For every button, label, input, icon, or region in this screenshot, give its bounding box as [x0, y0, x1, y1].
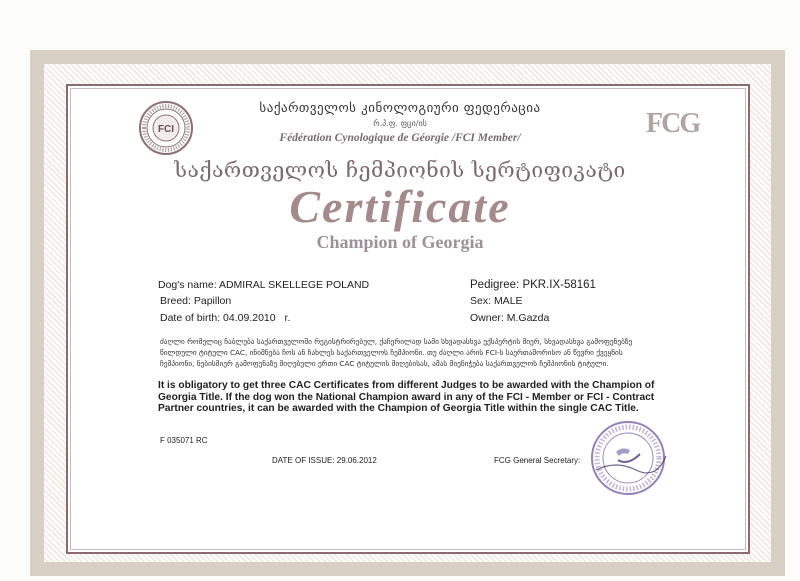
fci-logo-text: FCI: [157, 124, 175, 135]
dob-suffix: r.: [284, 312, 291, 324]
dogs-name-value: ADMIRAL SKELLEGE POLAND: [218, 279, 370, 291]
breed-label: Breed:: [160, 295, 191, 307]
sex-value: MALE: [493, 295, 523, 307]
dogs-name-label: Dog's name:: [158, 279, 217, 291]
org-abbr-georgian: რ.პ.ფ. ფცი/ის: [373, 119, 427, 128]
certificate-title: Certificate: [289, 181, 511, 232]
title-georgian: საქართველოს ჩემპიონის სერტიფიკატი: [174, 158, 626, 182]
sex-field: [470, 295, 523, 307]
secretary-label: FCG General Secretary:: [494, 456, 581, 465]
certificate-number: F 035071 RC: [160, 436, 208, 445]
org-name-french: Fédération Cynologique de Géorgie /FCI Member/: [279, 132, 521, 144]
pedigree-value: PKR.IX-58161: [522, 279, 596, 291]
certificate-subtitle: Champion of Georgia: [316, 232, 484, 252]
official-stamp-icon: [588, 418, 668, 498]
issue-date-label: DATE OF ISSUE:: [272, 456, 335, 465]
dob-value: 04.09.2010: [223, 312, 276, 324]
sex-label: Sex:: [470, 295, 492, 307]
dob-field: [160, 312, 290, 324]
dob-label: Date of birth:: [160, 312, 221, 324]
fcg-logo: [646, 108, 699, 140]
fcg-logo-text: FCG: [646, 108, 700, 139]
breed-value: Papillon: [193, 295, 232, 307]
rules-georgian: ძაღლი რომელიც ჩაბლება საქართველოში რეგისტრირებულ, ქაჩერილად სამი სხვადასხვა ექსპერტის მიერ, სხვადასხვა გამოფენებზე წილდული ტიტული CAC, ინიშნება ჩოს ან ჩახლეს საქართველოს ჩემპიონი. თუ ძაღლი არის FCI-ს საერთაშორისო ან წევრი ქვეყნის ჩემპიონი, ნებისმიერ გამოფენაზე მიღებული ერთი CAC ტიტულის მიღებისას, ამას მიენიჭება საქართველოს ჩემპიონის ტიტული.: [160, 337, 633, 368]
owner-value: M.Gazda: [506, 312, 550, 324]
breed-field: [160, 295, 231, 307]
pedigree-field: [470, 279, 596, 291]
pedigree-label: Pedigree:: [470, 279, 520, 291]
issue-date-field: [272, 456, 377, 465]
org-name-georgian: საქართველოს კინოლოგიური ფედერაცია: [259, 101, 541, 116]
issue-date-value: 29.06.2012: [336, 456, 377, 465]
rules-english: It is obligatory to get three CAC Certificates from different Judges to be awarded with the Champion of Georgia Title. If the dog won the National Champion award in any of the FCI - Member or FCI - Contract Partner countries, it can be awarded with the Champion of Georgia Title within the single CAC Title.: [158, 380, 655, 414]
owner-field: [470, 312, 549, 324]
dogs-name-field: [158, 279, 369, 291]
owner-label: Owner:: [470, 312, 504, 324]
